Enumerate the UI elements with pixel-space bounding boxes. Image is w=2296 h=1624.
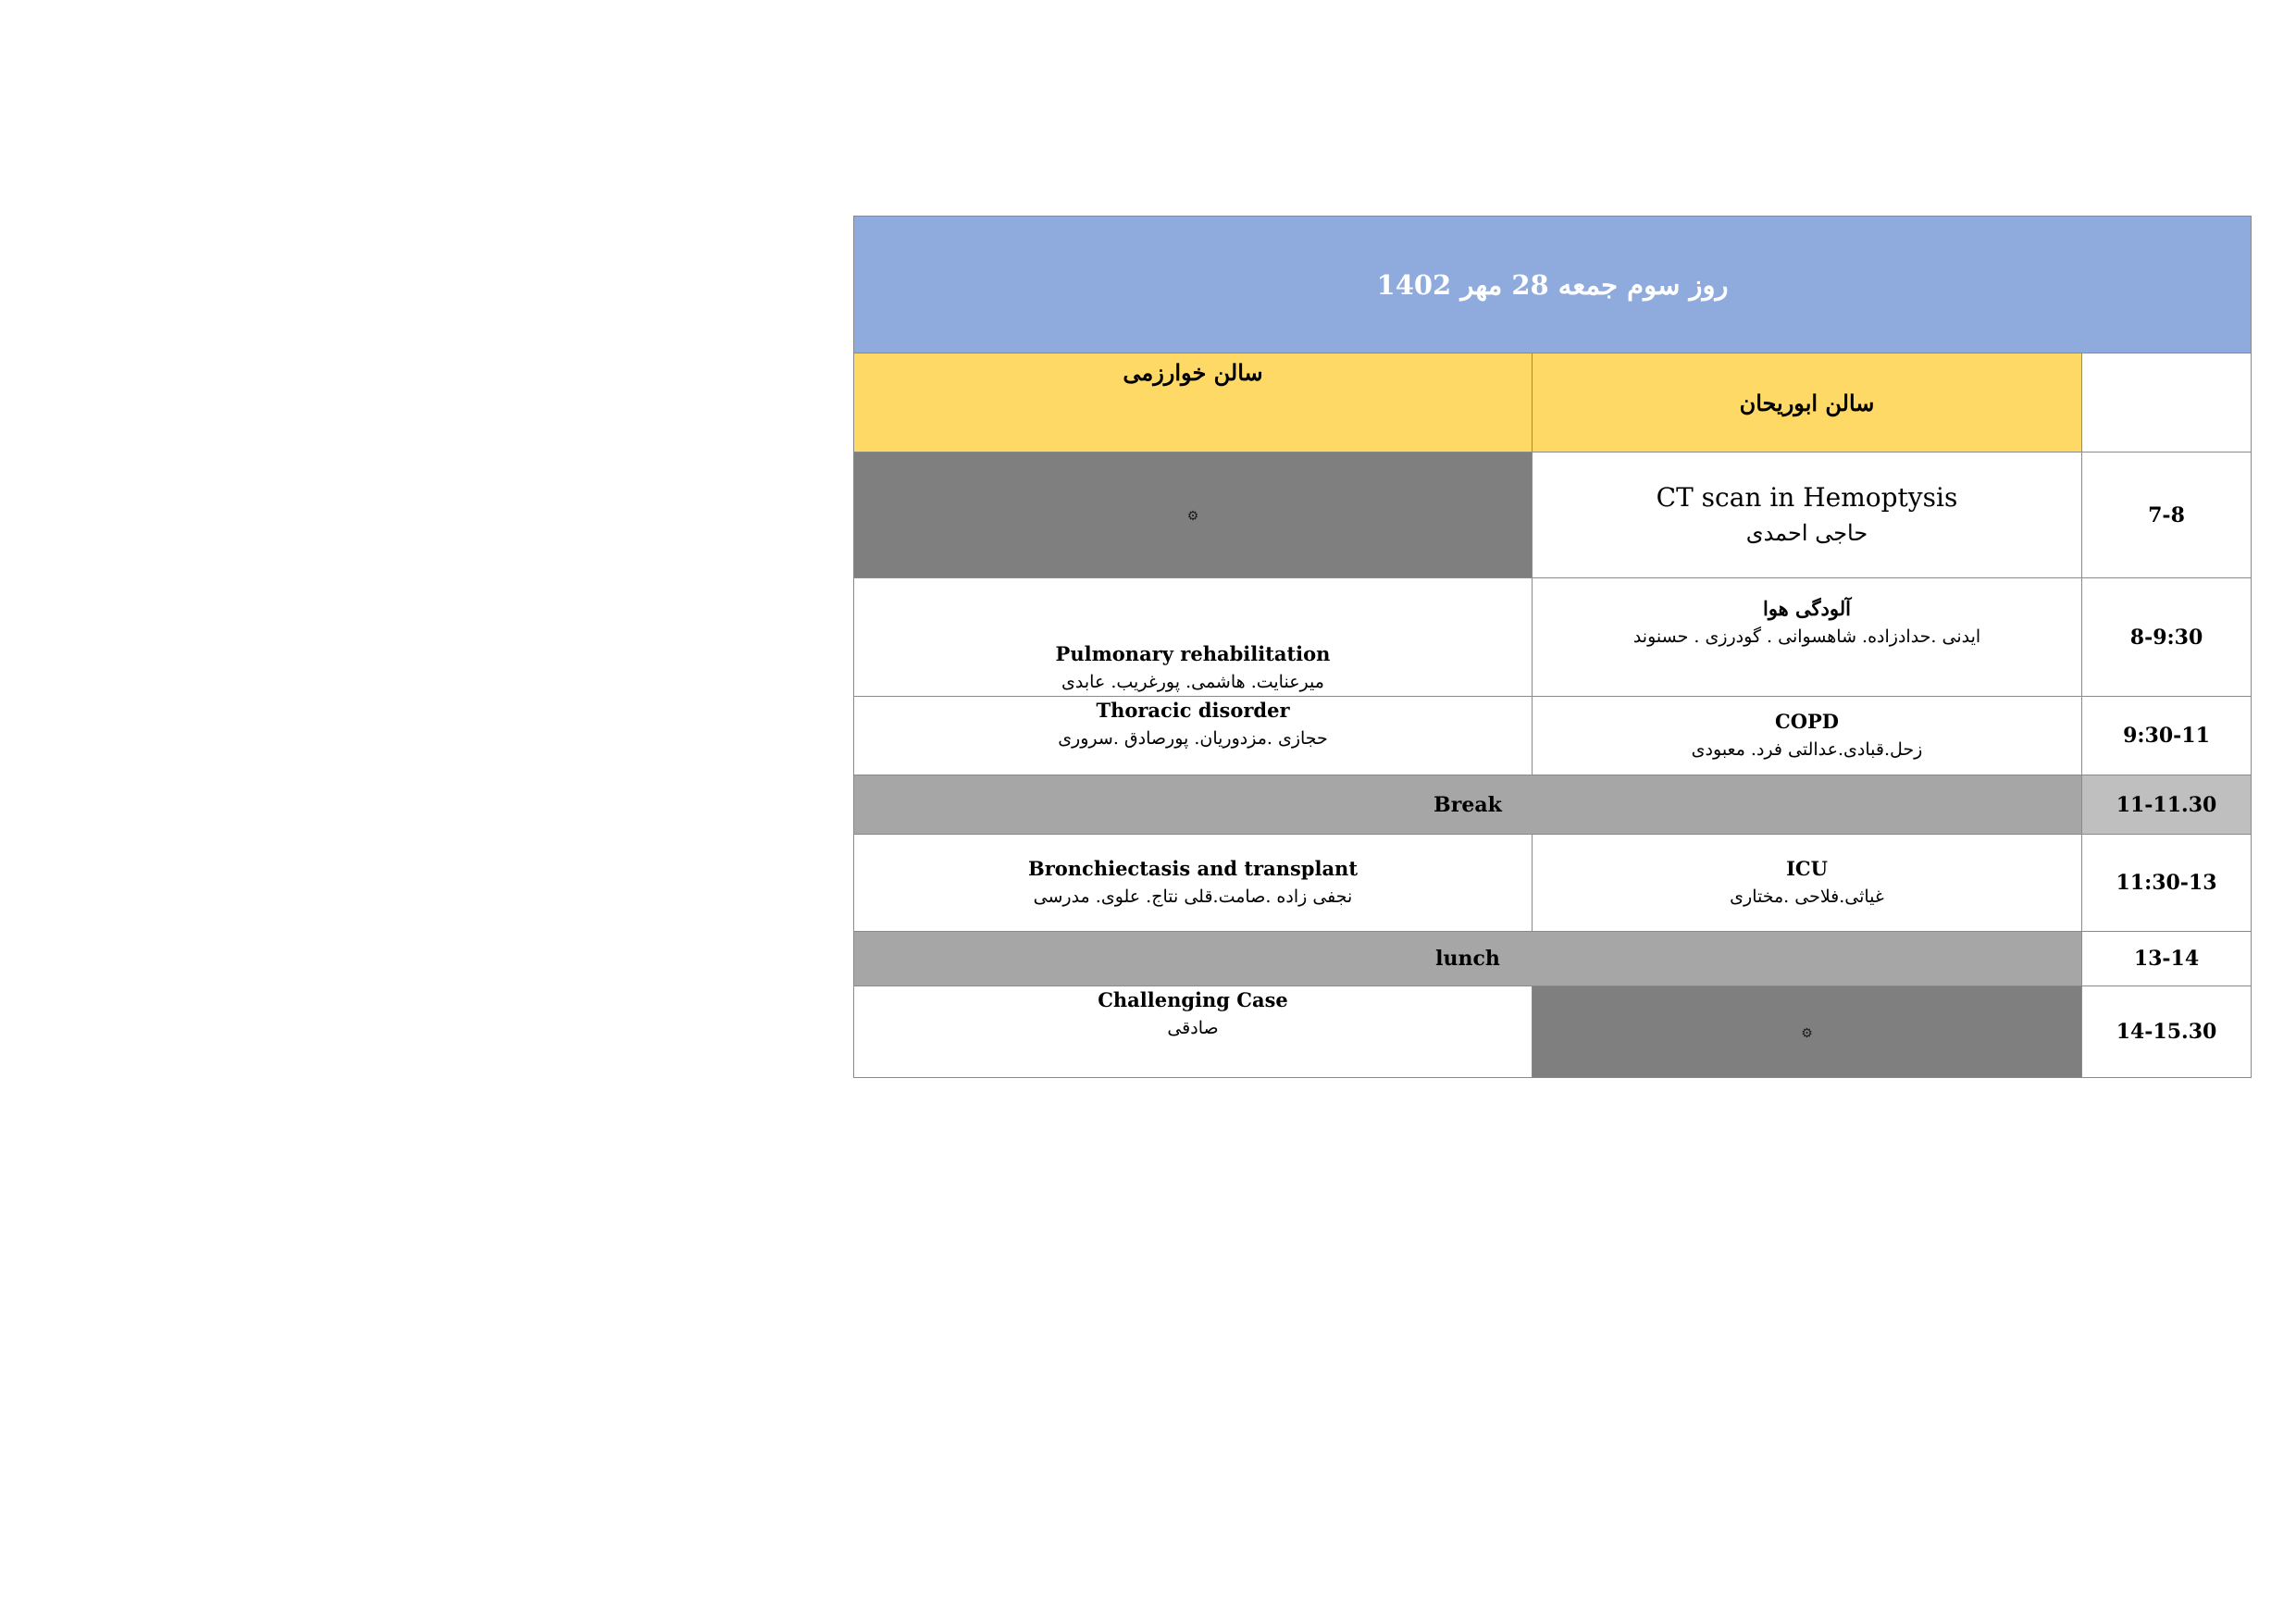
time-header-blank bbox=[2082, 353, 2252, 452]
session-speakers: حاجی احمدی bbox=[1745, 519, 1868, 546]
abureyhan-session-empty bbox=[1533, 986, 2082, 1078]
gear-icon: ⚙ bbox=[1801, 1025, 1813, 1041]
hall-abureyhan-header: سالن ابوریحان bbox=[1533, 353, 2082, 452]
hall-khwarizmi-header: سالن خوارزمی bbox=[854, 353, 1533, 452]
abureyhan-session bbox=[1533, 452, 2082, 578]
schedule-row bbox=[854, 835, 2252, 932]
abureyhan-session bbox=[1533, 697, 2082, 775]
session-topic: ICU bbox=[1786, 857, 1828, 880]
time-slot: 11-11.30 bbox=[2082, 775, 2252, 835]
break-row bbox=[854, 775, 2252, 835]
session-speakers: صادقی bbox=[1167, 1018, 1219, 1038]
session-topic: Challenging Case bbox=[1098, 988, 1288, 1011]
session-speakers: نجفی زاده .صامت.قلی نتاج. علوی. مدرسی bbox=[1033, 886, 1353, 907]
break-label: Break bbox=[854, 775, 2082, 835]
khwarizmi-session bbox=[854, 835, 1533, 932]
session-speakers: میرعنایت. هاشمی. پورغریب. عابدی bbox=[1061, 672, 1324, 692]
session-speakers: حجازی .مزدوریان. پورصادق .سروری bbox=[1058, 728, 1328, 749]
time-slot: 14-15.30 bbox=[2082, 986, 2252, 1078]
day-title: روز سوم جمعه 28 مهر 1402 bbox=[854, 217, 2252, 353]
khwarizmi-session-empty bbox=[854, 452, 1533, 578]
time-slot: 9:30-11 bbox=[2082, 697, 2252, 775]
hall-header-row bbox=[854, 353, 2252, 452]
session-topic: Bronchiectasis and transplant bbox=[1027, 857, 1359, 880]
time-slot: 13-14 bbox=[2082, 932, 2252, 986]
time-slot: 7-8 bbox=[2082, 452, 2252, 578]
title-row bbox=[854, 217, 2252, 353]
session-topic: COPD bbox=[1774, 710, 1839, 733]
schedule-row bbox=[854, 452, 2252, 578]
lunch-row bbox=[854, 932, 2252, 986]
khwarizmi-session bbox=[854, 697, 1533, 775]
schedule-row bbox=[854, 697, 2252, 775]
khwarizmi-session bbox=[854, 986, 1533, 1078]
khwarizmi-session bbox=[854, 578, 1533, 697]
session-topic: Pulmonary rehabilitation bbox=[1055, 642, 1331, 665]
lunch-label: lunch bbox=[854, 932, 2082, 986]
session-topic: CT scan in Hemoptysis bbox=[1656, 481, 1958, 513]
session-topic: Thoracic disorder bbox=[1096, 699, 1290, 722]
schedule-table bbox=[853, 216, 2252, 1078]
session-speakers: غیاثی.فلاحی .مختاری bbox=[1730, 886, 1884, 907]
schedule-row bbox=[854, 986, 2252, 1078]
session-speakers: ایدنی .حدادزاده. شاهسوانی . گودرزی . حسنوند bbox=[1632, 626, 1981, 647]
session-speakers: زحل.قبادی.عدالتی فرد. معبودی bbox=[1691, 739, 1923, 760]
session-topic: آلودگی هوا bbox=[1762, 597, 1851, 620]
abureyhan-session bbox=[1533, 835, 2082, 932]
gear-icon: ⚙ bbox=[1186, 509, 1199, 524]
abureyhan-session bbox=[1533, 578, 2082, 697]
time-slot: 11:30-13 bbox=[2082, 835, 2252, 932]
time-slot: 8-9:30 bbox=[2082, 578, 2252, 697]
schedule-row bbox=[854, 578, 2252, 697]
